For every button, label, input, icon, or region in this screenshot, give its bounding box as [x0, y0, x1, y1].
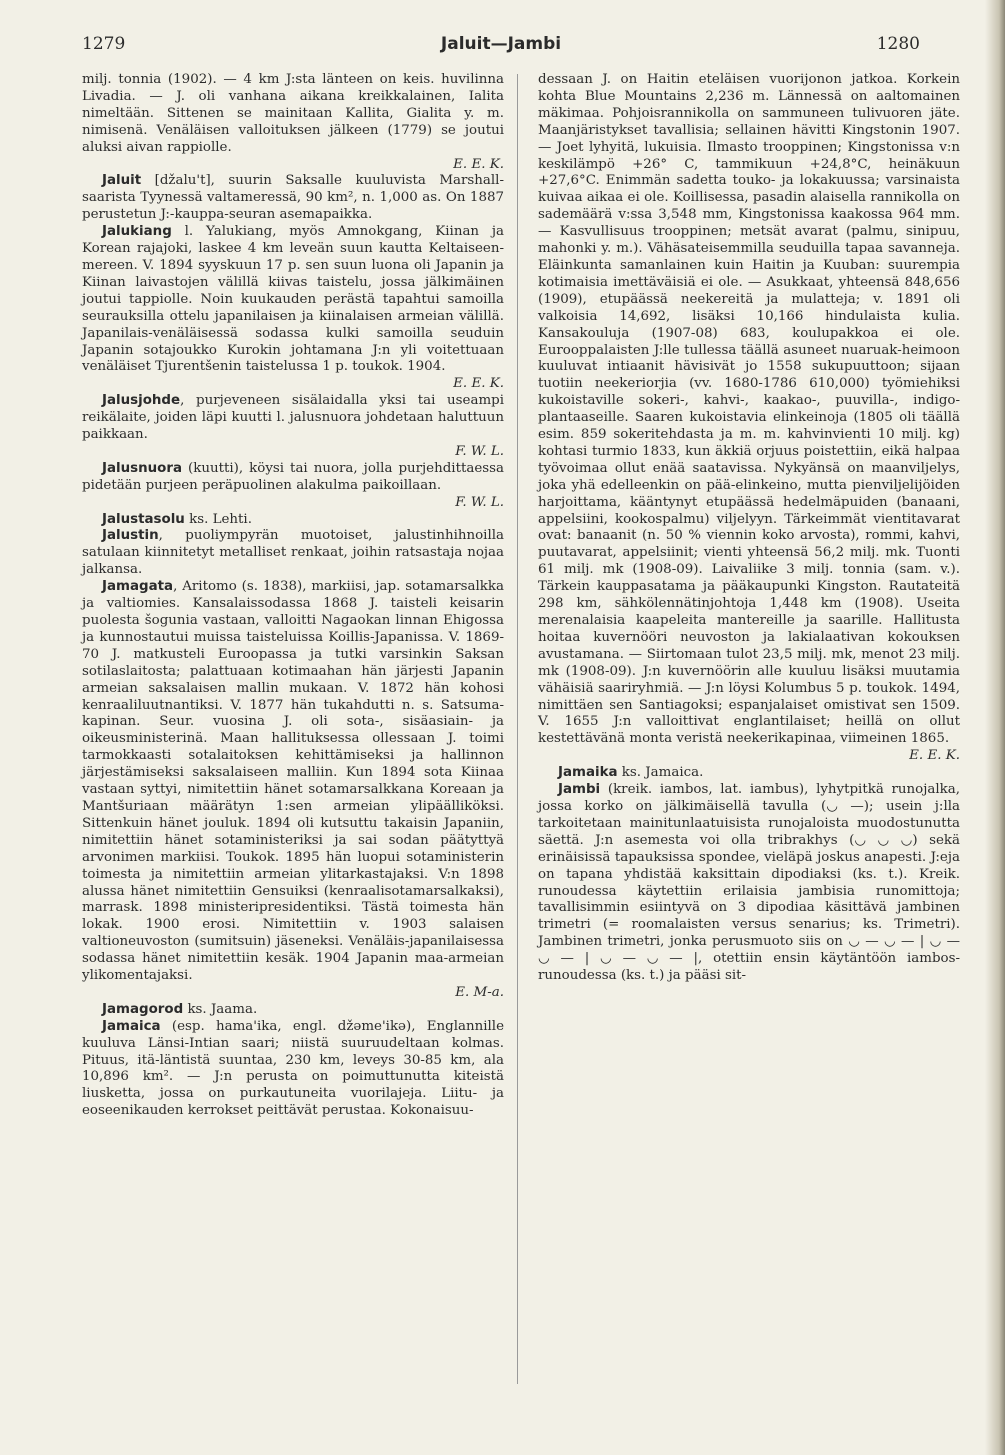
- headword: Jamagorod: [102, 1001, 184, 1017]
- headword: Jalusjohde: [102, 393, 181, 409]
- paragraph: milj. tonnia (1902). — 4 km J:sta länteen on keis. huvilinna Livadia. — J. oli vanhana aikana kreikkalainen, Ialita nimeltään. Sittenen se mainitaan Kallita, Gialita y. m. nimisenä. Venäläisen valloituksen jälkeen (1779) se joutui aluksi aivan rappiolle.: [82, 72, 504, 155]
- entry-jalustin: Jalustin, puoliympyrän muotoiset, jalustinhihnoilla satulaan kiinnitetyt metalliset renkaat, joihin ratsastaja nojaa jalkansa.: [82, 528, 504, 578]
- headword: Jalustasolu: [102, 511, 185, 527]
- author-initials: E. E. K.: [453, 376, 504, 392]
- author-initials: F. W. L.: [455, 443, 504, 459]
- entry-jamaica: Jamaica (esp. hama'ika, engl. džəme'ikə), Englannille kuuluva Länsi-Intian saari; niistä suuruudeltaan kolmas. Pituus, itä-läntistä suuntaa, 230 km, leveys 30-85 km, ala 10,896 km². — J:n perusta on poimuttunutta kiteistä liusketta, jossa on purkautuneita vuorilajeja. Liitu- ja eoseenikauden kerrokset peittävät perustaa. Kokonaisuu-: [82, 1018, 504, 1119]
- headword: Jaluit: [102, 173, 142, 189]
- running-title: Jaluit—Jambi: [440, 34, 562, 54]
- headword: Jalustin: [102, 528, 159, 544]
- entry-jamaika: Jamaika ks. Jamaica.: [558, 765, 704, 781]
- entry-jaluit: Jaluit [džalu't], suurin Saksalle kuuluvista Marshall-saarista Tyynessä valtameressä, 90 km², n. 1,000 as. On 1887 perustetun J:-kauppa-seuran asemapaikka.: [82, 173, 504, 223]
- author-initials: F. W. L.: [455, 494, 504, 510]
- page-edge-shadow: [985, 0, 1005, 1455]
- author-initials: E. E. K.: [453, 156, 504, 172]
- entry-jamagorod: Jamagorod ks. Jaama.: [102, 1001, 258, 1017]
- entry-jamagata: Jamagata, Aritomo (s. 1838), markiisi, jap. sotamarsalkka ja valtiomies. Kansalaissodassa 1868 J. taisteli keisarin puolesta šogunia vastaan, valloitti Nagaokan linnan Ehigossa ja kunnostautui muissa taisteluissa Koillis-Japanissa. V. 1869-70 J. matkusteli Euroopassa ja tutki varsinkin Saksan sotilaslaitosta; palattuaan kotimaahan hän järjesti Japanin armeian saksalaisen mallin mukaan. V. 1872 hän kohosi kenraaliluutnantiksi. V. 1877 hän tukahdutti n. s. Satsuma-kapinan. Seur. vuosina J. oli sota-, sisäasiain- ja oikeusministerinä. Maan hallituksessa ollessaan J. toimi tarmokkaasti sotalaitoksen kehittämiseksi ja hallinnon järjestämiseksi saksalaiseen malliin. Kun 1894 sota Kiinaa vastaan syttyi, nimitettiin hänet sotamarsalkkana Koreaan ja Mantšuriaan määrätyn 1:sen armeian ylipäälliköksi. Sittenkuin hänet jouluk. 1894 oli kutsuttu takaisin Japaniin, nimitettiin hänet sotaministeriksi ja sai sodan päätyttyä arvonimen markiisi. Toukok. 1895 hän luopui sotaministerin toimesta ja nimitettiin armeian ylitarkastajaksi. V:n 1898 alussa hänet nimitettiin Gensuiksi (kenraalisotamarsalkaksi), marrask. 1898 ministeripresidentiksi. Tästä toimesta hän lokak. 1900 erosi. Nimitettiin v. 1903 salaisen valtioneuvoston (sumitsuin) jäseneksi. Venäläis-japanilaisessa sodassa hänet nimitettiin kesäk. 1904 Japanin maa-armeian ylikomentajaksi.: [82, 579, 504, 984]
- entry-jalusnuora: Jalusnuora (kuutti), köysi tai nuora, jolla purjehdittaessa pidetään purjeen peräpuolinen alakulma paikoillaan.: [82, 460, 504, 493]
- headword: Jambi: [558, 782, 601, 798]
- headword: Jalusnuora: [102, 460, 183, 476]
- column-divider: [517, 74, 518, 1384]
- page-number-right: 1280: [876, 34, 920, 54]
- entry-jalusjohde: Jalusjohde, purjeveneen sisälaidalla yksi tai useampi reikälaite, joiden läpi kuutti l. jalusnuora johdetaan haluttuun paikkaan.: [82, 393, 504, 443]
- author-initials: E. E. K.: [909, 748, 960, 764]
- entry-jambi: Jambi (kreik. iambos, lat. iambus), lyhytpitkä runojalka, jossa korko on jälkimäisellä tavulla (◡ —); usein j:lla tarkoitetaan mainitunlaatuisista runojaloista muodostunutta säettä. J:n asemesta voi olla tribrakhys (◡ ◡ ◡) sekä erinäisissä tapauksissa spondee, vieläpä joskus anapesti. J:eja on tapana yhdistää kaksittain dipodiaksi (ks. t.). Kreik. runoudessa käytettiin erilaisia jambisia runomittoja; tavallisimmin esiintyvä on 3 dipodiaa käsittävä jambinen trimetri (= roomalaisten versus senarius; ks. Trimetri). Jambinen trimetri, jonka perusmuoto siis on ◡ — ◡ — | ◡ — ◡ — | ◡ — ◡ — |, otettiin ensin käytäntöön iambos-runoudessa (ks. t.) ja pääsi sit-: [538, 782, 960, 984]
- headword: Jamagata: [102, 579, 174, 595]
- author-initials: E. M-a.: [455, 984, 504, 1000]
- entry-jalukiang: Jalukiang l. Yalukiang, myös Amnokgang, Kiinan ja Korean rajajoki, laskee 4 km leveän suun kautta Keltaiseen-mereen. V. 1894 syyskuun 17 p. sen suun luona oli Japanin ja Kiinan laivastojen välillä kiivas taistelu, jossa jälkimäinen joutui tappiolle. Noin kuukauden perästä tapahtui samoilla seurauksilla ottelu japanilaisen ja kiinalaisen armeian välillä. Japanilais-venäläisessä sodassa kulki samoilla seuduin Japanin sotajoukko Kurokin johtamana J:n yli voitettuaan venäläiset Tjurentšenin taistelussa 1 p. toukok. 1904.: [82, 224, 504, 375]
- headword: Jamaica: [102, 1018, 161, 1034]
- entry-jalustasolu: Jalustasolu ks. Lehti.: [102, 511, 252, 527]
- right-column: [538, 72, 960, 985]
- page-number-left: 1279: [82, 34, 126, 54]
- left-column: [82, 72, 504, 1120]
- headword: Jalukiang: [102, 224, 172, 240]
- paragraph: dessaan J. on Haitin eteläisen vuorijonon jatkoa. Korkein kohta Blue Mountains 2,236 m. Lännessä on aaltomainen mäkimaa. Pohjoisrannikolla on sammuneen tulivuoren jäte. Maanjäristykset tavallisia; sellainen hävitti Kingstonin 1907. — Joet lyhyitä, lukuisia. Ilmasto trooppinen; Kingstonissa v:n keskilämpö +26° C, tammikuun +24,8°C, heinäkuun +27,6°C. Enimmän sadetta touko- ja lokakuussa; varsinaista kuivaa aikaa ei ole. Koillisessa, pasadin alaisella rannikolla on sademäärä v:ssa 3,548 mm, Kingstonissa kaakossa 964 mm. — Kasvullisuus trooppinen; metsät avarat (palmu, sinipuu, mahonki y. m.). Vähäsateisemmilla seuduilla tapaa savanneja. Eläinkunta samanlainen kuin Haitin ja Kuuban: suurempia kotimaisia imettäväisiä ei ole. — Asukkaat, yhteensä 848,656 (1909), etupäässä neekereitä ja mulatteja; v. 1891 oli valkoisia 14,692, lisäksi 10,166 hindulaista kulia. Kansakouluja (1907-08) 683, koulupakkoa ei ole. Eurooppalaisten J:lle tullessa täällä asuneet nuaruak-heimoon kuuluvat intiaanit hävisivät jo 1558 sukupuuttoon; sijaan tuotiin neekeriorjia (vv. 1680-1786 610,000) työmiehiksi kukoistaville sokeri-, kahvi-, kaakao-, puuvilla-, indigo-plantaaseille. Saaren kukoistavia elinkeinoja (1805 oli täällä esim. 859 sokeritehdasta ja m. m. kahvinvienti 10 milj. kg) kohtasi turmio 1833, kun äkkiä orjuus poistettiin, eikä halpaa työvoimaa ollut enää saatavissa. Nykyänsä on maanviljelys, joka yhä edelleenkin on pää-elinkeino, mutta pienviljelijöiden harjoittama, kääntynyt etupäässä hedelmäpuiden (banaani, appelsiini, kookospalmu) viljelyyn. Tärkeimmät vientitavarat ovat: banaanit (n. 50 % viennin koko arvosta), rommi, kahvi, puutavarat, appelsiinit; vienti yhteensä 56,2 milj. mk. Tuonti 61 milj. mk (1908-09). Laivaliike 3 milj. tonnia (sam. v.). Tärkein kauppasatama ja pääkaupunki Kingston. Rautateitä 298 km, sähkölennätinjohtoja 1,448 km (1908). Useita merenalaisia kaapeleita mantereille ja saarille. Hallitusta hoitaa kuvernööri neuvoston ja lakialaativan kokouksen avustamana. — Siirtomaan tulot 23,5 milj. mk, menot 23 milj. mk (1908-09). J:n kuvernöörin alle kuuluu lisäksi muutamia vähäisiä saariryhmiä. — J:n löysi Kolumbus 5 p. toukok. 1494, nimittäen sen Santiagoksi; espanjalaiset omistivat sen 1509. V. 1655 J:n valloittivat englantilaiset; heillä on ollut kestettävänä monta veristä neekerikapinaa, viimeinen 1865.: [538, 72, 960, 747]
- headword: Jamaika: [558, 765, 618, 781]
- page-header: [82, 34, 920, 58]
